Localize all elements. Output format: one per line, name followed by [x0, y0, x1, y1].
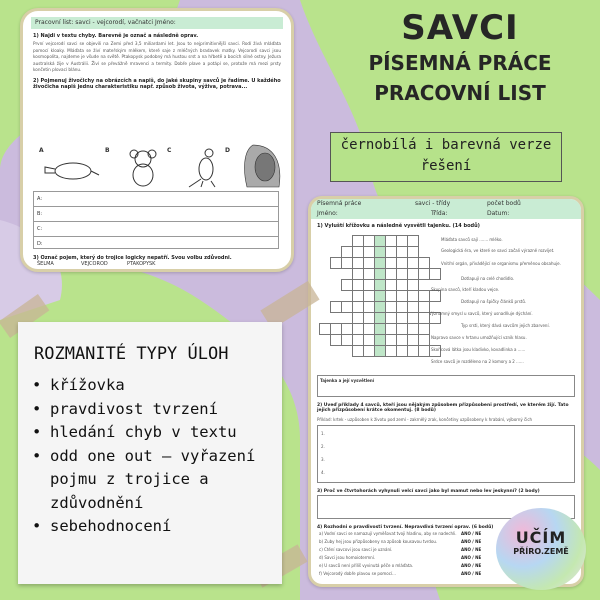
task2-number-2: 2.: [321, 444, 325, 449]
crossword-cell: [375, 291, 386, 302]
crossword-cell: [353, 291, 364, 302]
crossword-cell: [353, 247, 364, 258]
option-2: VEJCOROD: [81, 261, 108, 267]
worksheet2-task2: 2) Uveď příklady 4 savců, kteří jsou nějakým způsobem přizpůsobeni prostředí, ve kterém žijí. Tato jejich přizpůsobení krátce okomentuj. (8 bodů): [317, 403, 569, 413]
crossword-cell: [419, 302, 430, 313]
task2-number-3: 3.: [321, 457, 325, 462]
crossword-cell: [364, 346, 375, 357]
crossword-cell: [342, 302, 353, 313]
clue-9: Napravo savce v hrtanu umožňující vznik hlasu.: [431, 335, 527, 340]
crossword-cell: [342, 269, 353, 280]
task-types-heading: ROZMANITÉ TYPY ÚLOH: [34, 344, 229, 364]
crossword-cell: [331, 269, 342, 280]
crossword-cell: [331, 346, 342, 357]
task-type-item: • sebehodnocení: [32, 515, 282, 539]
crossword-cell: [419, 269, 430, 280]
crossword-cell: [397, 247, 408, 258]
possum-drawing: [245, 145, 280, 187]
crossword-cell: [430, 236, 441, 247]
crossword-cell: [342, 280, 353, 291]
crossword-cell: [320, 280, 331, 291]
crossword-cell: [353, 313, 364, 324]
platypus-drawing: [45, 163, 99, 179]
crossword-cell: [408, 280, 419, 291]
option-3: PTAKOPYSK: [127, 261, 156, 267]
title-pisemna-prace: PÍSEMNÁ PRÁCE: [368, 51, 552, 75]
crossword-cell: [408, 247, 419, 258]
crossword-cell: [419, 280, 430, 291]
crossword-cell: [430, 324, 441, 335]
crossword-cell: [353, 346, 364, 357]
crossword-cell: [397, 335, 408, 346]
crossword-cell: [375, 269, 386, 280]
crossword-cell: [331, 335, 342, 346]
crossword-cell: [386, 346, 397, 357]
crossword-cell: [408, 302, 419, 313]
header-pisemna-prace: Písemná práce: [317, 200, 362, 207]
crossword-cell: [342, 324, 353, 335]
worksheet1-task1-text: První vejcorodí savci se objevili na Zemi před 3,5 miliardami let. Jsou to nejprimitivnější savci. Rodí živá mláďata pomocí kloaky. Mláďata se živí mateřským mlékem, které saje z mléčných bradavek matky. Vejcorodí savci jsou kosmopolita, najdeme je všude na světě. Ptakopysk podobný má hustou srst a na hřbetě a bocích silné ostny. Ježura australská žije v Austrálii. Živí se převážně mravenci a termity. Dobře plave a potápí se, protože má mezi prsty končetin plovací blánu.: [33, 41, 281, 72]
task2-answer-box: [317, 425, 575, 483]
crossword-cell: [397, 346, 408, 357]
crossword-cell: [353, 269, 364, 280]
crossword-cell: [386, 247, 397, 258]
yesno-a: ANO / NE: [461, 531, 482, 536]
crossword-cell: [342, 258, 353, 269]
title-block: [340, 8, 580, 108]
crossword-cell: [397, 313, 408, 324]
crossword-cell: [342, 346, 353, 357]
header-trida: Třída:: [431, 210, 448, 217]
yesno-c: ANO / NE: [461, 547, 482, 552]
crossword-cell: [331, 280, 342, 291]
crossword-cell: [397, 258, 408, 269]
crossword-cell: [397, 291, 408, 302]
crossword-cell: [386, 291, 397, 302]
crossword-cell: [320, 346, 331, 357]
clue-7: Významný smysl u savců, který usnadňuje dýchání.: [429, 311, 533, 316]
crossword-cell: [419, 258, 430, 269]
task-types-note: [18, 322, 282, 584]
yesno-b: ANO / NE: [461, 539, 482, 544]
crossword-cell: [353, 280, 364, 291]
crossword-cell: [419, 324, 430, 335]
crossword-cell: [408, 346, 419, 357]
statement-c: c) Ctění savcovi jsou savci je uznání.: [319, 547, 393, 552]
yesno-f: ANO / NE: [461, 571, 482, 576]
crossword-cell: [375, 313, 386, 324]
crossword-cell: [320, 258, 331, 269]
statement-a: a) Vodní savci se namazují vyměšovat tvoji hladinu, aby se nadechli.: [319, 531, 457, 536]
crossword-cell: [386, 302, 397, 313]
answer-row-c: C:: [34, 222, 278, 237]
crossword-cell: [419, 313, 430, 324]
crossword-cell: [320, 291, 331, 302]
crossword-cell: [397, 324, 408, 335]
crossword-cell: [320, 335, 331, 346]
crossword-cell: [386, 335, 397, 346]
crossword-cell: [408, 269, 419, 280]
worksheet1-task2: 2) Pojmenuj živočichy na obrázcích a napiš, do jaké skupiny savců je řadíme. U každého živočicha napiš jednu charakteristiku např. způsob života, výživa, potrava...: [33, 77, 281, 90]
crossword-cell: [386, 258, 397, 269]
crossword-cell: [375, 236, 386, 247]
crossword-cell: [331, 324, 342, 335]
answer-row-a: A:: [34, 192, 278, 207]
crossword-grid: [319, 235, 441, 357]
task-types-list: [32, 374, 282, 539]
crossword-cell: [375, 247, 386, 258]
crossword-cell: [331, 236, 342, 247]
yesno-e: ANO / NE: [461, 563, 482, 568]
crossword-cell: [320, 324, 331, 335]
crossword-cell: [320, 302, 331, 313]
clue-1: Mláďata savců sají ....... mléko.: [441, 237, 503, 242]
header-jmeno: Jméno:: [317, 210, 338, 217]
task-type-item: • odd one out – vyřazení pojmu z trojice a zdůvodnění: [32, 445, 282, 516]
crossword-cell: [408, 335, 419, 346]
crossword-cell: [353, 236, 364, 247]
animal-label-a: A: [39, 147, 44, 154]
variant-box: [330, 132, 562, 182]
clue-6: Dotlapují na špičky článků prstů.: [461, 299, 527, 304]
crossword-cell: [397, 280, 408, 291]
worksheet1-task3: 3) Označ pojem, který do trojice logicky nepatří. Svou volbu zdůvodni.: [33, 255, 232, 261]
crossword-cell: [353, 335, 364, 346]
animal-drawings: [43, 141, 293, 189]
crossword-cell: [397, 302, 408, 313]
animal-label-d: D: [225, 147, 230, 154]
worksheet1-task1: 1) Najdi v textu chyby. Barevně je označ a následně oprav.: [33, 33, 199, 39]
tajenka-box: [317, 375, 575, 397]
crossword-cell: [364, 236, 375, 247]
title-pracovni-list: PRACOVNÍ LIST: [374, 81, 546, 105]
crossword-cell: [419, 236, 430, 247]
crossword-cell: [342, 236, 353, 247]
task-type-item: • hledání chyb v textu: [32, 421, 282, 445]
answer-row-d: D:: [37, 241, 43, 247]
crossword-cell: [353, 324, 364, 335]
clue-8: Typ srsti, který dává savcům jejich zbarvení.: [461, 323, 550, 328]
variant-line-1: černobílá i barevná verze: [340, 137, 552, 153]
kangaroo-drawing: [189, 149, 215, 187]
crossword-cell: [397, 269, 408, 280]
crossword-cell: [430, 247, 441, 258]
crossword-cell: [342, 291, 353, 302]
crossword-cell: [375, 324, 386, 335]
task2-number-4: 4.: [321, 470, 325, 475]
crossword-cell: [331, 302, 342, 313]
crossword-cell: [331, 291, 342, 302]
clue-2: Geologická éra, ve které se savci začali výrazně rozvíjet.: [441, 248, 555, 253]
crossword-cell: [364, 313, 375, 324]
crossword-cell: [331, 258, 342, 269]
crossword-cell: [397, 236, 408, 247]
crossword-cell: [430, 258, 441, 269]
animal-label-c: C: [167, 147, 172, 154]
worksheet2-task4: 4) Rozhodni o pravdivosti tvrzení. Nepravdivá tvrzení oprav. (6 bodů): [317, 525, 494, 530]
crossword-cell: [419, 247, 430, 258]
crossword-cell: [353, 258, 364, 269]
crossword-cell: [386, 269, 397, 280]
crossword-cell: [386, 280, 397, 291]
crossword-cell: [375, 280, 386, 291]
animal-label-b: B: [105, 147, 110, 154]
option-1: ŠELMA: [37, 261, 54, 267]
crossword-cell: [408, 313, 419, 324]
crossword-cell: [364, 247, 375, 258]
crossword-cell: [320, 236, 331, 247]
logo-line-1: UČÍM: [515, 528, 567, 547]
task2-example: Příklad: krtek - uzpůsoben k životu pod zemí - zakrnělý zrak, končetiny uzpůsobeny k hrabání, výborný čich: [317, 417, 533, 422]
variant-line-2: řešení: [420, 158, 472, 174]
worksheet1-header: Pracovní list: savci - vejcorodí, vačnatci Jméno:: [31, 17, 283, 29]
crossword-cell: [386, 313, 397, 324]
crossword-cell: [419, 346, 430, 357]
crossword-cell: [375, 335, 386, 346]
answer-box: [33, 191, 279, 249]
header-savci-tridy: savci - třídy: [415, 200, 451, 207]
crossword-cell: [408, 236, 419, 247]
crossword-cell: [364, 302, 375, 313]
task-type-item: • pravdivost tvrzení: [32, 398, 282, 422]
crossword-cell: [364, 269, 375, 280]
koala-drawing: [130, 150, 156, 186]
answer-row-b: B:: [34, 207, 278, 222]
crossword-cell: [364, 280, 375, 291]
header-datum: Datum:: [487, 210, 510, 217]
clue-11: Srdce savců je rozděleno na 2 komory a 2 ......: [431, 359, 524, 364]
statement-f: f) Vejcorodý dobře plavou se pomocí...: [319, 571, 396, 576]
worksheet2-header: [311, 199, 581, 219]
statement-e: e) U savců není příliš vyvinutá péče o mláďata.: [319, 563, 414, 568]
statement-d: d) Savci jsou homoiotermní.: [319, 555, 376, 560]
worksheet-preview-1: [20, 8, 294, 272]
crossword-cell: [331, 313, 342, 324]
clue-5: Skupina savců, kteří kladou vejce.: [431, 287, 500, 292]
crossword-cell: [342, 335, 353, 346]
crossword-cell: [342, 313, 353, 324]
crossword-cell: [386, 236, 397, 247]
title-savci: SAVCI: [401, 8, 519, 48]
crossword-cell: [331, 247, 342, 258]
crossword-cell: [375, 302, 386, 313]
clue-3: Vnitřní orgán, přivádějící se organismu přeměnou obsahuje.: [441, 261, 561, 266]
clue-10: Skořicová látka jsou kladivko, kovadlinka a ......: [431, 347, 526, 352]
header-pocet-bodu: počet bodů: [487, 200, 521, 207]
worksheet2-task1: 1) Vyluští křížovku a následně vysvětli tajenku. (14 bodů): [317, 223, 480, 229]
logo-line-2: PŘÍRO.ZEMĚ: [513, 547, 569, 556]
crossword-cell: [408, 324, 419, 335]
crossword-cell: [430, 291, 441, 302]
crossword-cell: [419, 335, 430, 346]
crossword-cell: [364, 258, 375, 269]
crossword-cell: [320, 313, 331, 324]
crossword-cell: [375, 346, 386, 357]
statement-b: b) Zuby hej jsou přizpůsobeny na způsob kousavou tvrdou.: [319, 539, 438, 544]
crossword-cell: [364, 291, 375, 302]
crossword-cell: [430, 269, 441, 280]
crossword-cell: [364, 324, 375, 335]
crossword-cell: [408, 258, 419, 269]
brand-logo: [496, 508, 586, 590]
crossword-cell: [353, 302, 364, 313]
crossword-cell: [386, 324, 397, 335]
crossword-cell: [320, 269, 331, 280]
crossword-cell: [419, 291, 430, 302]
worksheet2-task3: 3) Proč ve čtvrtohorách vyhynuli velcí savci jako byl mamut nebo lev jeskynní? (2 body): [317, 489, 540, 494]
crossword-cell: [342, 247, 353, 258]
yesno-d: ANO / NE: [461, 555, 482, 560]
task-type-item: • křížovka: [32, 374, 282, 398]
crossword-cell: [375, 258, 386, 269]
crossword-cell: [408, 291, 419, 302]
tajenka-label: Tajenka a její vysvětlení: [320, 378, 375, 383]
clue-4: Dotlapují na celé chodidlo.: [461, 276, 515, 281]
crossword-cell: [320, 247, 331, 258]
task2-number-1: 1.: [321, 431, 325, 436]
crossword-cell: [364, 335, 375, 346]
